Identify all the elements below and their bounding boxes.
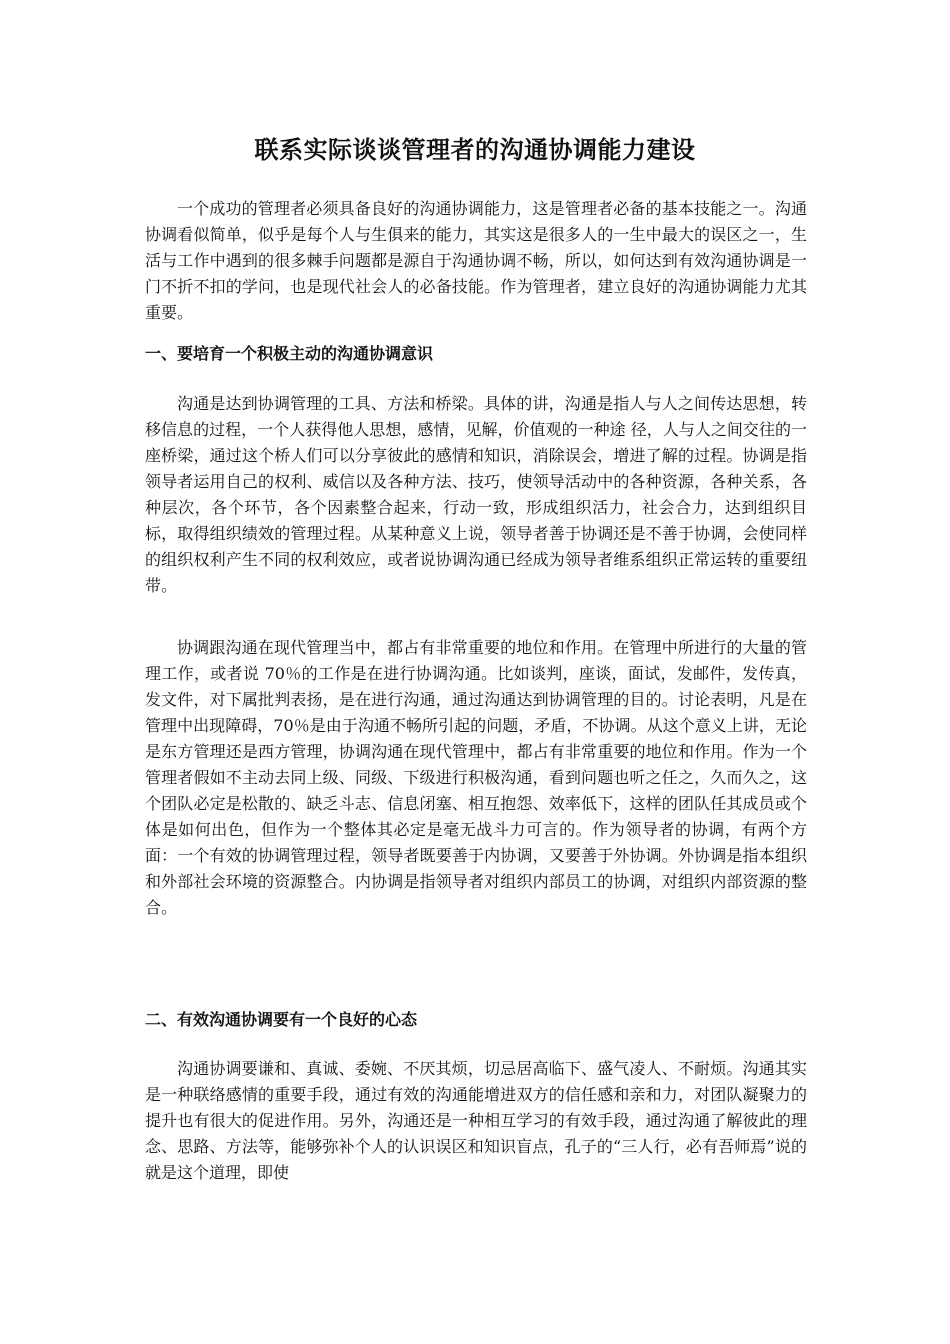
intro-paragraph: 一个成功的管理者必须具备良好的沟通协调能力，这是管理者必备的基本技能之一。沟通协调看似简单，似乎是每个人与生俱来的能力，其实这是很多人的一生中最大的误区之一，生活与工作中遇到的很多棘手问题都是源自于沟通协调不畅，所以，如何达到有效沟通协调是一门不折不扣的学问，也是现代社会人的必备技能。作为管理者，建立良好的沟通协调能力尤其重要。 (145, 199, 807, 322)
section-2-heading: 二、有效沟通协调要有一个良好的心态 (145, 1010, 418, 1029)
document-title: 联系实际谈谈管理者的沟通协调能力建设 (254, 135, 696, 164)
section-2-paragraph-1: 沟通协调要谦和、真诚、委婉、不厌其烦，切忌居高临下、盛气凌人、不耐烦。沟通其实是一种联络感情的重要手段，通过有效的沟通能增进双方的信任感和亲和力，对团队凝聚力的提升也有很大的促进作用。另外，沟通还是一种相互学习的有效手段，通过沟通了解彼此的理念、思路、方法等，能够弥补个人的认识误区和知识盲点，孔子的“三人行，必有吾师焉”说的就是这个道理，即使 (145, 1059, 807, 1182)
section-1-paragraph-1: 沟通是达到协调管理的工具、方法和桥梁。具体的讲，沟通是指人与人之间传达思想，转移信息的过程，一个人获得他人思想，感情，见解，价值观的一种途 径，人与人之间交往的一座桥梁，通过这个桥人们可以分享彼此的感情和知识，消除误会，增进了解的过程。协调是指领导者运用自己的权利、威信以及各种方法、技巧，使领导活动中的各种资源，各种关系，各种层次，各个环节，各个因素整合起来，行动一致，形成组织活力，社会合力，达到组织目标，取得组织绩效的管理过程。从某种意义上说，领导者善于协调还是不善于协调，会使同样的组织权利产生不同的权利效应，或者说协调沟通已经成为领导者维系组织正常运转的重要纽带。 (145, 394, 807, 595)
section-1-heading: 一、要培育一个积极主动的沟通协调意识 (145, 344, 434, 363)
section-1-paragraph-2: 协调跟沟通在现代管理当中，都占有非常重要的地位和作用。在管理中所进行的大量的管理工作，或者说 70％的工作是在进行协调沟通。比如谈判，座谈，面试，发邮件，发传真，发文件，对下属批判表扬，是在进行沟通，通过沟通达到协调管理的目的。讨论表明，凡是在管理中出现障碍，70％是由于沟通不畅所引起的问题，矛盾，不协调。从这个意义上讲，无论是东方管理还是西方管理，协调沟通在现代管理中，都占有非常重要的地位和作用。作为一个管理者假如不主动去同上级、同级、下级进行积极沟通，看到问题也听之任之，久而久之，这个团队必定是松散的、缺乏斗志、信息闭塞、相互抱怨、效率低下，这样的团队任其成员或个体是如何出色，但作为一个整体其必定是毫无战斗力可言的。作为领导者的协调，有两个方面：一个有效的协调管理过程，领导者既要善于内协调，又要善于外协调。外协调是指本组织和外部社会环境的资源整合。内协调是指领导者对组织内部员工的协调，对组织内部资源的整合。 (145, 638, 807, 917)
